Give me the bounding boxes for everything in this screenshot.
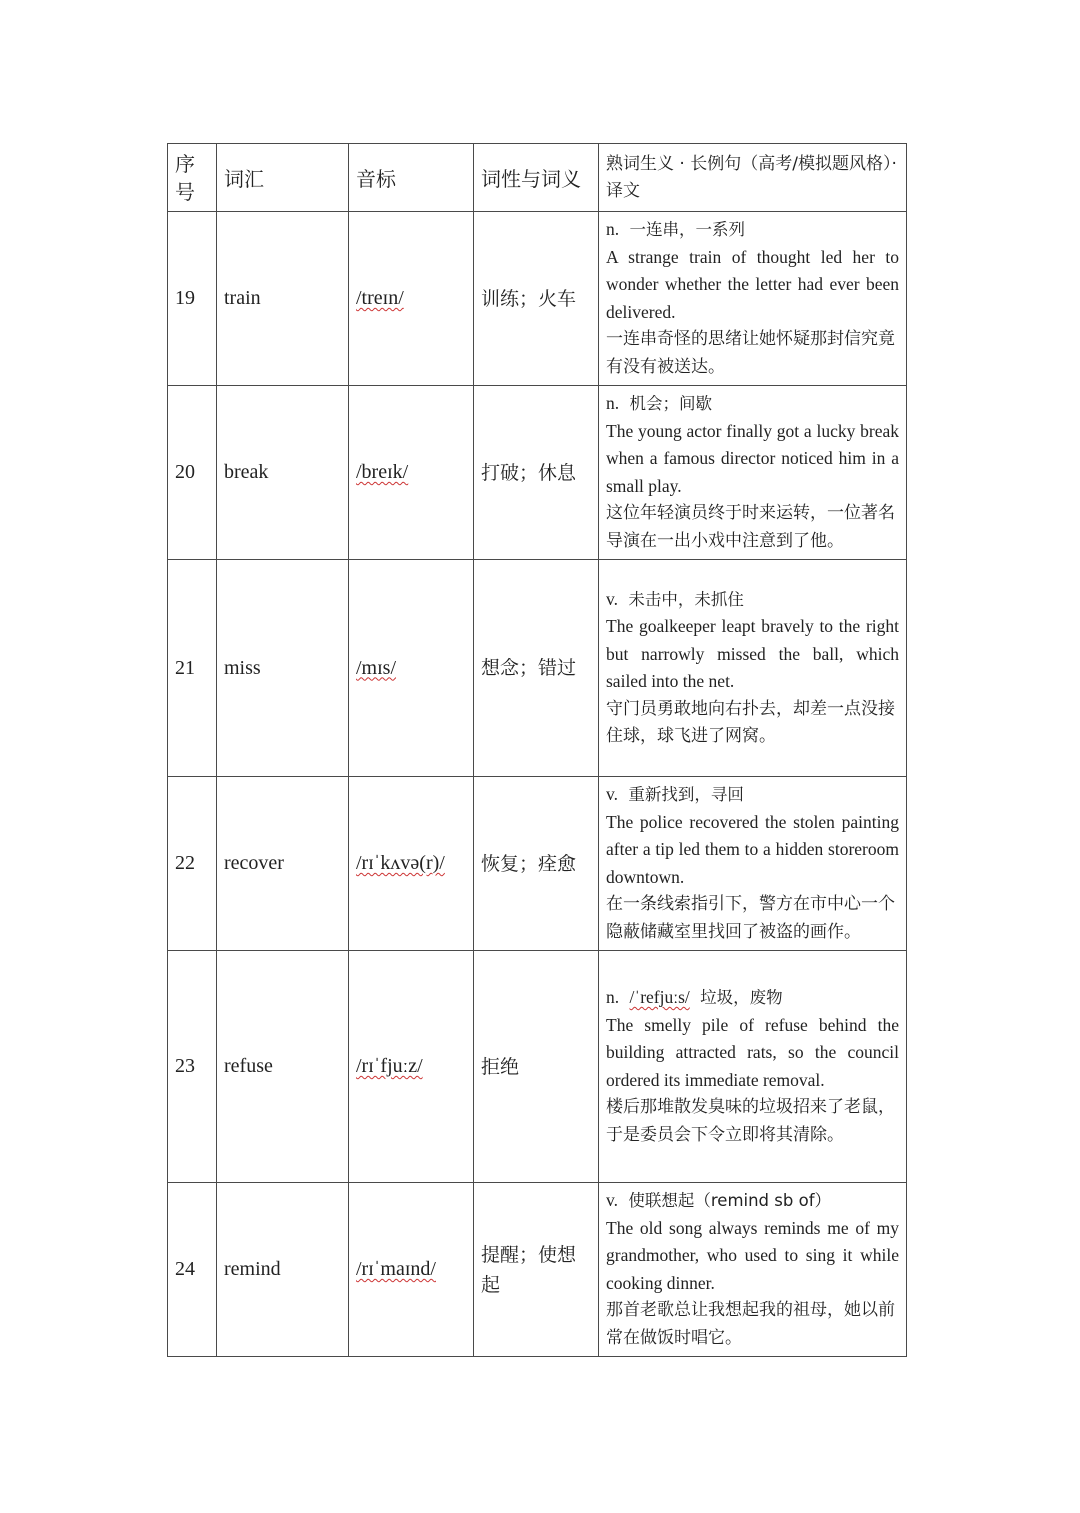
row-detail — [599, 1183, 907, 1357]
row-ipa — [349, 386, 474, 560]
sense-ipa: /ˈrefjuːs/ — [629, 987, 690, 1007]
row-number: 24 — [168, 1183, 217, 1357]
ipa-text: /treɪn/ — [356, 287, 404, 309]
row-word: refuse — [217, 951, 349, 1183]
header-meaning: 词性与词义 — [474, 144, 599, 212]
ipa-text: /rɪˈmaɪnd/ — [356, 1258, 436, 1280]
sense-meaning: 机会；间歇 — [629, 394, 712, 413]
row-detail — [599, 777, 907, 951]
row-meaning: 训练；火车 — [474, 212, 599, 386]
extended-sense — [606, 586, 899, 614]
row-word: recover — [217, 777, 349, 951]
table-row — [168, 777, 907, 951]
row-ipa — [349, 951, 474, 1183]
example-sentence: The young actor finally got a lucky break when a famous director noticed him in a small play. — [606, 420, 899, 496]
row-number: 19 — [168, 212, 217, 386]
extended-sense — [606, 984, 899, 1012]
row-meaning: 拒绝 — [474, 951, 599, 1183]
example-translation: 这位年轻演员终于时来运转，一位著名导演在一出小戏中注意到了他。 — [606, 503, 895, 551]
example-translation: 那首老歌总让我想起我的祖母，她以前常在做饭时唱它。 — [606, 1300, 895, 1348]
row-ipa — [349, 777, 474, 951]
extended-sense — [606, 1187, 899, 1215]
example-translation: 楼后那堆散发臭味的垃圾招来了老鼠，于是委员会下令立即将其清除。 — [606, 1097, 895, 1145]
row-ipa — [349, 1183, 474, 1357]
table-row — [168, 386, 907, 560]
example-translation: 在一条线索指引下，警方在市中心一个隐蔽储藏室里找回了被盗的画作。 — [606, 894, 895, 942]
example-sentence: The old song always reminds me of my grandmother, who used to sing it while cooking dinner. — [606, 1217, 899, 1293]
row-number: 20 — [168, 386, 217, 560]
sense-meaning: 使联想起（remind sb of） — [628, 1191, 831, 1210]
row-word: break — [217, 386, 349, 560]
row-detail — [599, 560, 907, 777]
table-row — [168, 560, 907, 777]
sense-meaning: 未击中，未抓住 — [628, 589, 744, 609]
row-meaning: 提醒；使想起 — [474, 1183, 599, 1357]
extended-sense — [606, 781, 899, 809]
row-detail — [599, 951, 907, 1183]
ipa-text: /rɪˈkʌvə(r)/ — [356, 852, 445, 874]
header-word: 词汇 — [217, 144, 349, 212]
row-meaning: 打破；休息 — [474, 386, 599, 560]
example-sentence: The smelly pile of refuse behind the building attracted rats, so the council ordered its immediate removal. — [606, 1014, 899, 1090]
ipa-text: /breɪk/ — [356, 461, 409, 483]
row-word: train — [217, 212, 349, 386]
table-row — [168, 1183, 907, 1357]
row-number: 22 — [168, 777, 217, 951]
header-ipa: 音标 — [349, 144, 474, 212]
row-ipa — [349, 212, 474, 386]
sense-meaning: 重新找到，寻回 — [628, 785, 744, 804]
sense-part-of-speech: v. — [606, 588, 618, 609]
sense-part-of-speech: n. — [606, 393, 620, 413]
table-header-row — [168, 144, 907, 212]
row-ipa — [349, 560, 474, 777]
sense-meaning: 垃圾，废物 — [700, 988, 783, 1007]
row-meaning: 想念；错过 — [474, 560, 599, 777]
table-row — [168, 212, 907, 386]
sense-part-of-speech: n. — [606, 987, 620, 1007]
row-detail — [599, 386, 907, 560]
row-detail — [599, 212, 907, 386]
example-sentence: A strange train of thought led her to wonder whether the letter had ever been delivered. — [606, 246, 899, 322]
example-translation: 一连串奇怪的思绪让她怀疑那封信究竟有没有被送达。 — [606, 329, 895, 377]
row-word: miss — [217, 560, 349, 777]
example-sentence: The goalkeeper leapt bravely to the right but narrowly missed the ball, which sailed into the net. — [606, 616, 899, 691]
row-meaning: 恢复；痊愈 — [474, 777, 599, 951]
header-number: 序号 — [168, 144, 217, 212]
sense-part-of-speech: v. — [606, 784, 618, 804]
example-sentence: The police recovered the stolen painting after a tip led them to a hidden storeroom downtown. — [606, 811, 899, 887]
header-detail: 熟词生义 · 长例句（高考/模拟题风格）· 译文 — [599, 144, 907, 212]
row-number: 21 — [168, 560, 217, 777]
row-number: 23 — [168, 951, 217, 1183]
example-translation: 守门员勇敢地向右扑去，却差一点没接住球，球飞进了网窝。 — [606, 698, 895, 746]
table-row — [168, 951, 907, 1183]
sense-meaning: 一连串，一系列 — [629, 220, 745, 239]
extended-sense — [606, 216, 899, 244]
sense-part-of-speech: v. — [606, 1190, 618, 1210]
ipa-text: /mɪs/ — [356, 656, 397, 679]
sense-part-of-speech: n. — [606, 219, 620, 239]
vocabulary-table — [167, 143, 907, 1357]
row-word: remind — [217, 1183, 349, 1357]
extended-sense — [606, 390, 899, 418]
ipa-text: /rɪˈfjuːz/ — [356, 1055, 423, 1077]
